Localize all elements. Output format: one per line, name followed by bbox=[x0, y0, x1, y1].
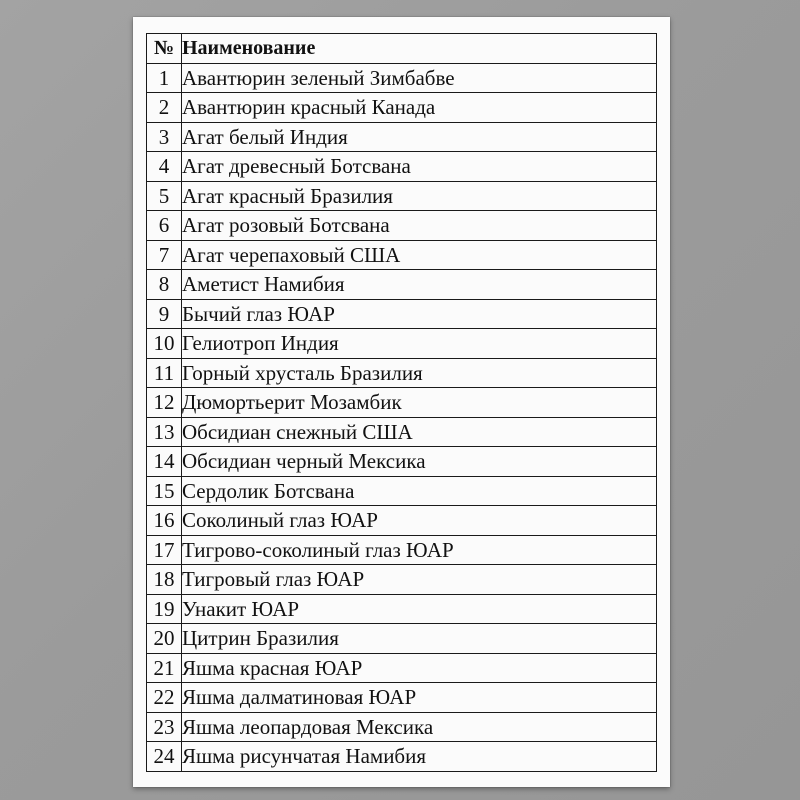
row-number: 1 bbox=[147, 63, 182, 93]
table-row bbox=[147, 122, 657, 152]
row-name: Авантюрин зеленый Зимбабве bbox=[182, 63, 657, 93]
table-row bbox=[147, 152, 657, 182]
table-row bbox=[147, 506, 657, 536]
table-row bbox=[147, 211, 657, 241]
row-name: Цитрин Бразилия bbox=[182, 624, 657, 654]
row-name: Соколиный глаз ЮАР bbox=[182, 506, 657, 536]
row-number: 9 bbox=[147, 299, 182, 329]
table-body bbox=[147, 63, 657, 771]
header-number: № bbox=[147, 34, 182, 64]
row-name: Сердолик Ботсвана bbox=[182, 476, 657, 506]
row-number: 11 bbox=[147, 358, 182, 388]
row-name: Агат черепаховый США bbox=[182, 240, 657, 270]
table-row bbox=[147, 476, 657, 506]
row-number: 8 bbox=[147, 270, 182, 300]
paper-card bbox=[133, 17, 670, 787]
row-name: Тигрово-соколиный глаз ЮАР bbox=[182, 535, 657, 565]
table-row bbox=[147, 240, 657, 270]
row-name: Авантюрин красный Канада bbox=[182, 93, 657, 123]
table-header-row bbox=[147, 34, 657, 64]
table-row bbox=[147, 683, 657, 713]
row-name: Тигровый глаз ЮАР bbox=[182, 565, 657, 595]
row-number: 19 bbox=[147, 594, 182, 624]
row-number: 14 bbox=[147, 447, 182, 477]
row-number: 5 bbox=[147, 181, 182, 211]
table-row bbox=[147, 565, 657, 595]
table-row bbox=[147, 742, 657, 772]
row-number: 20 bbox=[147, 624, 182, 654]
table-row bbox=[147, 93, 657, 123]
table-row bbox=[147, 299, 657, 329]
row-name: Агат древесный Ботсвана bbox=[182, 152, 657, 182]
row-name: Бычий глаз ЮАР bbox=[182, 299, 657, 329]
row-number: 2 bbox=[147, 93, 182, 123]
row-name: Аметист Намибия bbox=[182, 270, 657, 300]
stones-table bbox=[146, 33, 657, 772]
row-name: Горный хрусталь Бразилия bbox=[182, 358, 657, 388]
table-row bbox=[147, 388, 657, 418]
row-name: Унакит ЮАР bbox=[182, 594, 657, 624]
row-name: Агат красный Бразилия bbox=[182, 181, 657, 211]
row-name: Агат розовый Ботсвана bbox=[182, 211, 657, 241]
row-name: Гелиотроп Индия bbox=[182, 329, 657, 359]
row-number: 17 bbox=[147, 535, 182, 565]
row-number: 7 bbox=[147, 240, 182, 270]
row-name: Яшма рисунчатая Намибия bbox=[182, 742, 657, 772]
table-row bbox=[147, 624, 657, 654]
table-row bbox=[147, 417, 657, 447]
row-number: 23 bbox=[147, 712, 182, 742]
row-name: Агат белый Индия bbox=[182, 122, 657, 152]
row-number: 22 bbox=[147, 683, 182, 713]
row-name: Яшма далматиновая ЮАР bbox=[182, 683, 657, 713]
row-name: Обсидиан снежный США bbox=[182, 417, 657, 447]
row-name: Яшма леопардовая Мексика bbox=[182, 712, 657, 742]
row-number: 16 bbox=[147, 506, 182, 536]
table-row bbox=[147, 63, 657, 93]
table-row bbox=[147, 181, 657, 211]
row-name: Обсидиан черный Мексика bbox=[182, 447, 657, 477]
row-number: 10 bbox=[147, 329, 182, 359]
table-row bbox=[147, 270, 657, 300]
table-row bbox=[147, 653, 657, 683]
row-number: 3 bbox=[147, 122, 182, 152]
header-name: Наименование bbox=[182, 34, 657, 64]
table-row bbox=[147, 329, 657, 359]
table-row bbox=[147, 447, 657, 477]
row-number: 6 bbox=[147, 211, 182, 241]
table-row bbox=[147, 594, 657, 624]
row-number: 13 bbox=[147, 417, 182, 447]
row-number: 12 bbox=[147, 388, 182, 418]
row-number: 18 bbox=[147, 565, 182, 595]
row-name: Дюмортьерит Мозамбик bbox=[182, 388, 657, 418]
table-row bbox=[147, 712, 657, 742]
row-number: 24 bbox=[147, 742, 182, 772]
row-number: 15 bbox=[147, 476, 182, 506]
table-row bbox=[147, 535, 657, 565]
table-row bbox=[147, 358, 657, 388]
row-number: 21 bbox=[147, 653, 182, 683]
row-name: Яшма красная ЮАР bbox=[182, 653, 657, 683]
row-number: 4 bbox=[147, 152, 182, 182]
